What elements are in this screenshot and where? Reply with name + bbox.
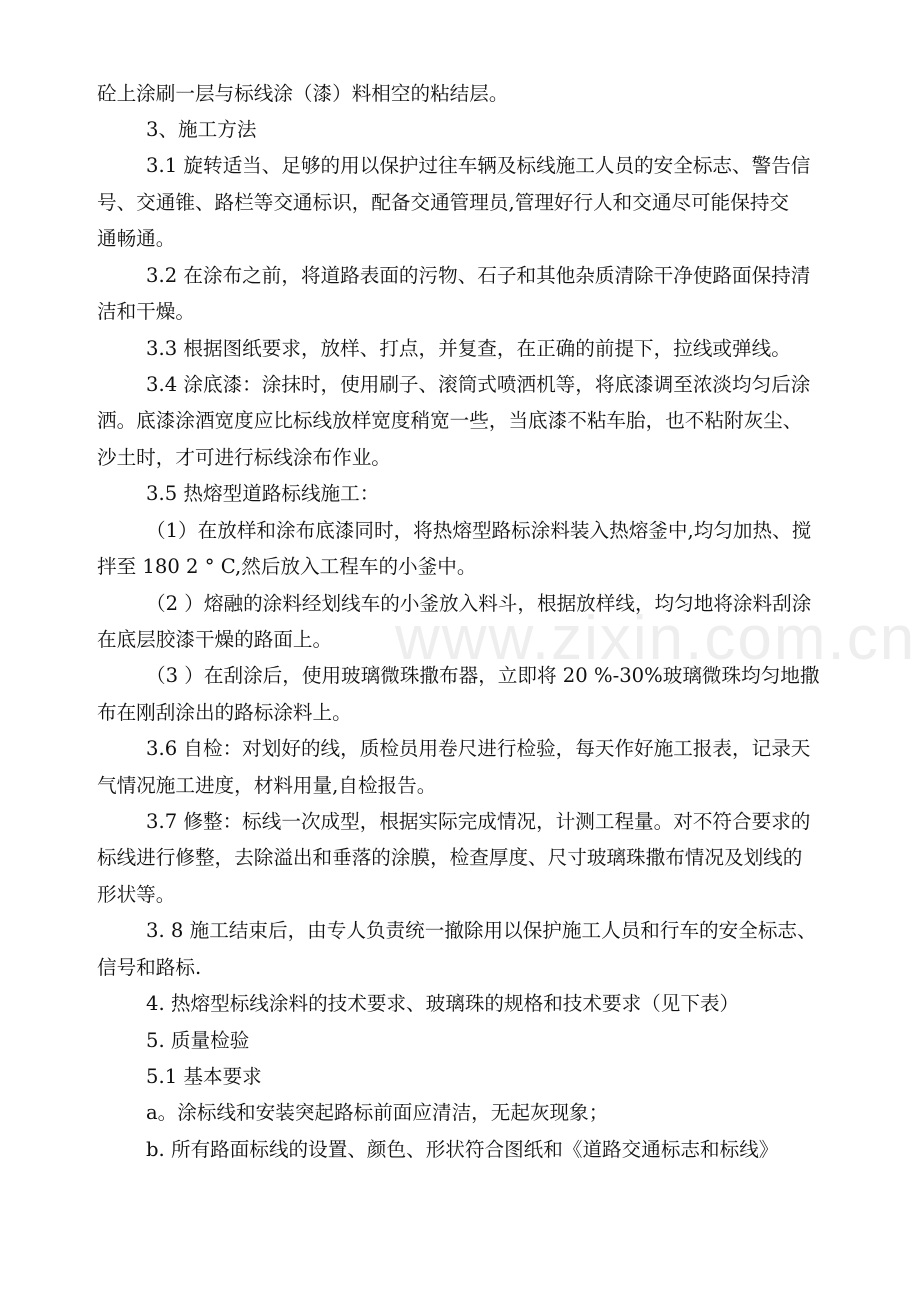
section-heading: 5. 质量检验 [146,1029,250,1052]
text-line: 通畅通。 [97,227,176,250]
watermark: www.zixin.com.cn [395,604,917,673]
text-line: （1）在放样和涂布底漆同时，将热熔型路标涂料装入热熔釜中,均匀加热、搅 [146,519,812,542]
text-line: b. 所有路面标线的设置、颜色、形状符合图纸和《道路交通标志和标线》 [146,1138,779,1161]
text-line: 3.1 旋转适当、足够的用以保护过往车辆及标线施工人员的安全标志、警告信 [146,154,811,177]
text-line: 3.2 在涂布之前，将道路表面的污物、石子和其他杂质清除干净使路面保持清 [146,264,811,287]
text-line: 3.7 修整：标线一次成型，根据实际完成情况，计测工程量。对不符合要求的 [146,810,811,833]
section-heading: 5.1 基本要求 [146,1065,262,1088]
section-heading: 3、施工方法 [146,118,257,141]
text-line: 3.6 自检：对划好的线，质检员用卷尺进行检验，每天作好施工报表，记录天 [146,737,811,760]
text-line: 信号和路标. [97,956,202,979]
text-line: 3.3 根据图纸要求，放样、打点，并复查，在正确的前提下，拉线或弹线。 [146,337,791,360]
text-line: 砼上涂刷一层与标线涂（漆）料相空的粘结层。 [97,82,509,105]
text-line: 洒。底漆涂酒宽度应比标线放样宽度稍宽一些，当底漆不粘车胎，也不粘附灰尘、 [97,409,803,432]
text-line: 形状等。 [97,883,176,906]
text-line: 沙土时，才可进行标线涂布作业。 [97,446,391,469]
text-line: 3.4 涂底漆：涂抹时，使用刷子、滚筒式喷洒机等，将底漆调至浓淡均匀后涂 [146,373,811,396]
text-line: 在底层胶漆干燥的路面上。 [97,628,333,651]
text-line: 拌至 180 2 ° C,然后放入工程车的小釜中。 [97,555,477,578]
text-line: 3.5 热熔型道路标线施工： [146,482,380,505]
section-heading: 4. 热熔型标线涂料的技术要求、玻璃珠的规格和技术要求（见下表） [146,992,740,1015]
text-line: 标线进行修整，去除溢出和垂落的涂膜，检查厚度、尺寸玻璃珠撒布情况及划线的 [97,846,803,869]
text-line: （2 ）熔融的涂料经划线车的小釜放入料斗，根据放样线，均匀地将涂料刮涂 [146,592,812,615]
text-line: 洁和干燥。 [97,300,195,323]
text-line: 号、交通锥、路栏等交通标识，配备交通管理员,管理好行人和交通尽可能保持交 [97,191,790,214]
text-line: 气情况施工进度，材料用量,自检报告。 [97,774,437,797]
text-line: 3. 8 施工结束后，由专人负责统一撤除用以保护施工人员和行车的安全标志、 [146,919,817,942]
text-line: a。涂标线和安装突起路标前面应清洁，无起灰现象； [146,1101,609,1124]
text-line: 布在刚刮涂出的路标涂料上。 [97,701,352,724]
text-line: （3 ）在刮涂后，使用玻璃微珠撒布器，立即将 20 %-30%玻璃微珠均匀地撒 [146,664,820,687]
